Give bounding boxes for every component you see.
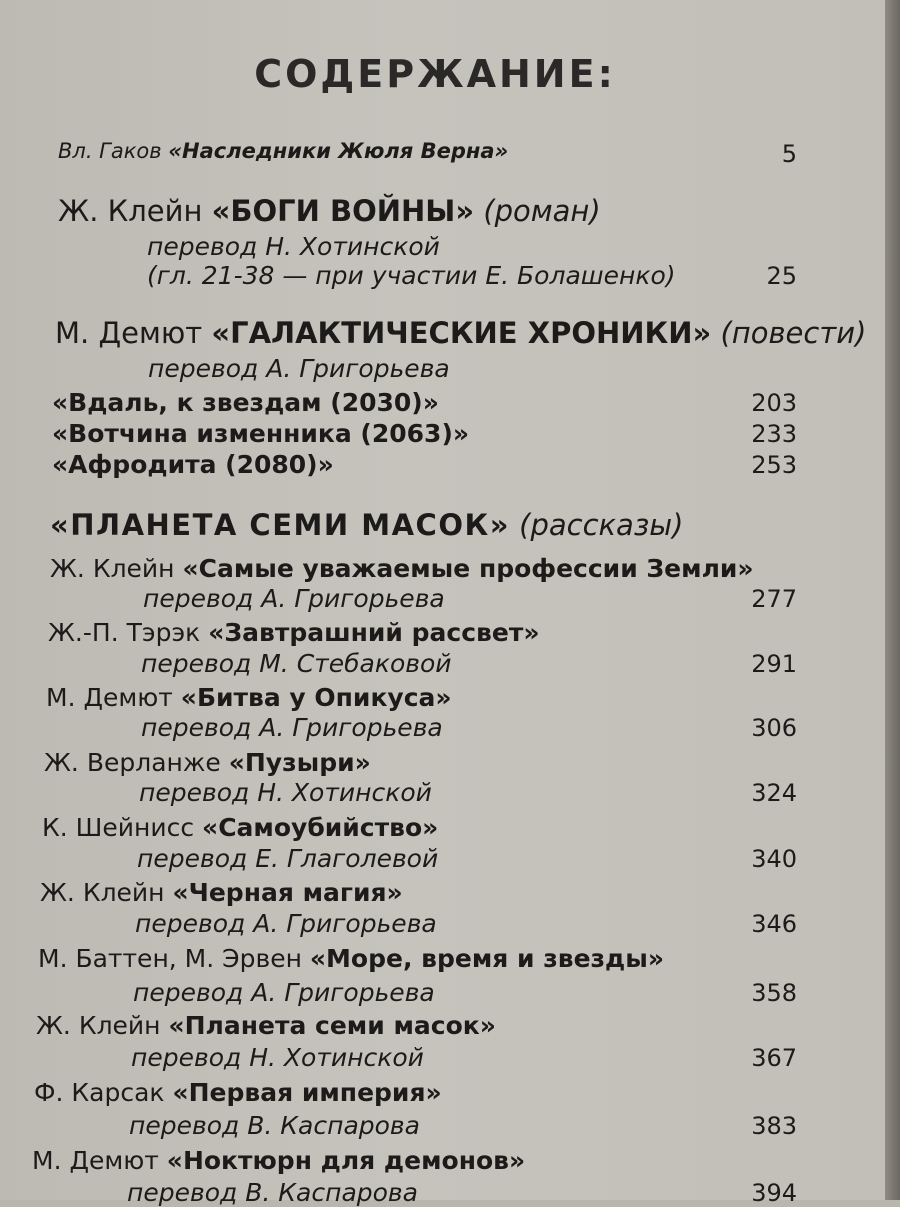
entry-author: К. Шейнисс <box>42 813 195 842</box>
entry-title: «ГАЛАКТИЧЕСКИЕ ХРОНИКИ» <box>211 316 712 350</box>
entry-translator: перевод М. Стебаковой <box>141 649 452 678</box>
toc-entry-chronicles <box>55 316 867 350</box>
entry-title: «БОГИ ВОЙНЫ» <box>211 194 475 228</box>
entry-title: «Ноктюрн для демонов» <box>166 1146 526 1175</box>
entry-author: Ф. Карсак <box>34 1078 165 1107</box>
entry-author: Ж. Клейн <box>40 878 165 907</box>
entry-translator: перевод А. Григорьева <box>133 978 435 1007</box>
story-heading <box>34 1080 442 1105</box>
entry-translator: перевод Н. Хотинской <box>131 1043 424 1072</box>
page-number: 203 <box>751 389 797 417</box>
page-number: 253 <box>751 451 797 479</box>
story-heading <box>50 556 754 581</box>
toc-entry-novel <box>58 194 601 228</box>
entry-note: (гл. 21-38 — при участии Е. Болашенко) <box>147 261 676 290</box>
toc-entry-intro <box>58 141 508 162</box>
part-title: «Вотчина изменника (2063)» <box>52 419 470 448</box>
entry-author: М. Демют <box>32 1146 159 1175</box>
entry-translator: перевод Е. Глаголевой <box>137 844 439 873</box>
story-heading <box>48 620 539 645</box>
page-number: 277 <box>751 585 797 613</box>
part-title: «Вдаль, к звездам (2030)» <box>52 388 439 417</box>
entry-author: Ж.-П. Тэрэк <box>48 618 201 647</box>
entry-title: «Битва у Опикуса» <box>180 683 452 712</box>
entry-translator: перевод А. Григорьева <box>143 584 445 613</box>
page-number: 367 <box>751 1044 797 1072</box>
entry-translator: перевод А. Григорьева <box>141 713 443 742</box>
page-title: СОДЕРЖАНИЕ: <box>254 52 616 96</box>
story-heading <box>36 1013 496 1038</box>
story-heading <box>44 750 371 775</box>
entry-translator: перевод Н. Хотинской <box>147 232 440 261</box>
page-number: 291 <box>751 650 797 678</box>
section-genre: (рассказы) <box>519 508 684 542</box>
entry-title: «Наследники Жюля Верна» <box>168 139 509 163</box>
story-heading <box>32 1148 525 1173</box>
entry-title: «Самоубийство» <box>202 813 439 842</box>
entry-title: «Завтрашний рассвет» <box>208 618 540 647</box>
page-number: 5 <box>781 140 797 168</box>
page-number: 394 <box>751 1179 797 1207</box>
entry-author: Ж. Клейн <box>36 1011 161 1040</box>
entry-translator: перевод А. Григорьева <box>148 354 450 383</box>
story-heading <box>38 946 664 971</box>
page-number: 324 <box>751 779 797 807</box>
story-heading <box>46 685 452 710</box>
entry-translator: перевод В. Каспарова <box>127 1178 418 1207</box>
entry-title: «Море, время и звезды» <box>309 944 665 973</box>
entry-genre: (роман) <box>483 194 601 228</box>
entry-translator: перевод В. Каспарова <box>129 1111 420 1140</box>
page-number: 346 <box>751 910 797 938</box>
entry-author: М. Баттен, М. Эрвен <box>38 944 302 973</box>
entry-author: М. Демют <box>55 316 203 350</box>
entry-author: Ж. Клейн <box>50 554 175 583</box>
entry-translator: перевод А. Григорьева <box>135 909 437 938</box>
page-number: 383 <box>751 1112 797 1140</box>
story-heading <box>42 815 438 840</box>
entry-genre: (повести) <box>720 316 867 350</box>
entry-title: «Планета семи масок» <box>168 1011 496 1040</box>
entry-author: Вл. Гаков <box>58 139 162 163</box>
entry-translator: перевод Н. Хотинской <box>139 778 432 807</box>
page-edge <box>885 0 900 1200</box>
entry-author: Ж. Верланже <box>44 748 221 777</box>
entry-title: «Черная магия» <box>172 878 403 907</box>
page-number: 233 <box>751 420 797 448</box>
entry-author: М. Демют <box>46 683 173 712</box>
page-number: 358 <box>751 979 797 1007</box>
page-number: 340 <box>751 845 797 873</box>
entry-title: «Первая империя» <box>172 1078 442 1107</box>
section-title: «ПЛАНЕТА СЕМИ МАСОК» <box>50 508 510 542</box>
page-number: 25 <box>766 262 797 290</box>
story-heading <box>40 880 403 905</box>
entry-author: Ж. Клейн <box>58 194 203 228</box>
page-number: 306 <box>751 714 797 742</box>
section-heading <box>50 508 684 542</box>
entry-title: «Самые уважаемые профессии Земли» <box>182 554 754 583</box>
part-title: «Афродита (2080)» <box>52 450 334 479</box>
entry-title: «Пузыри» <box>228 748 371 777</box>
